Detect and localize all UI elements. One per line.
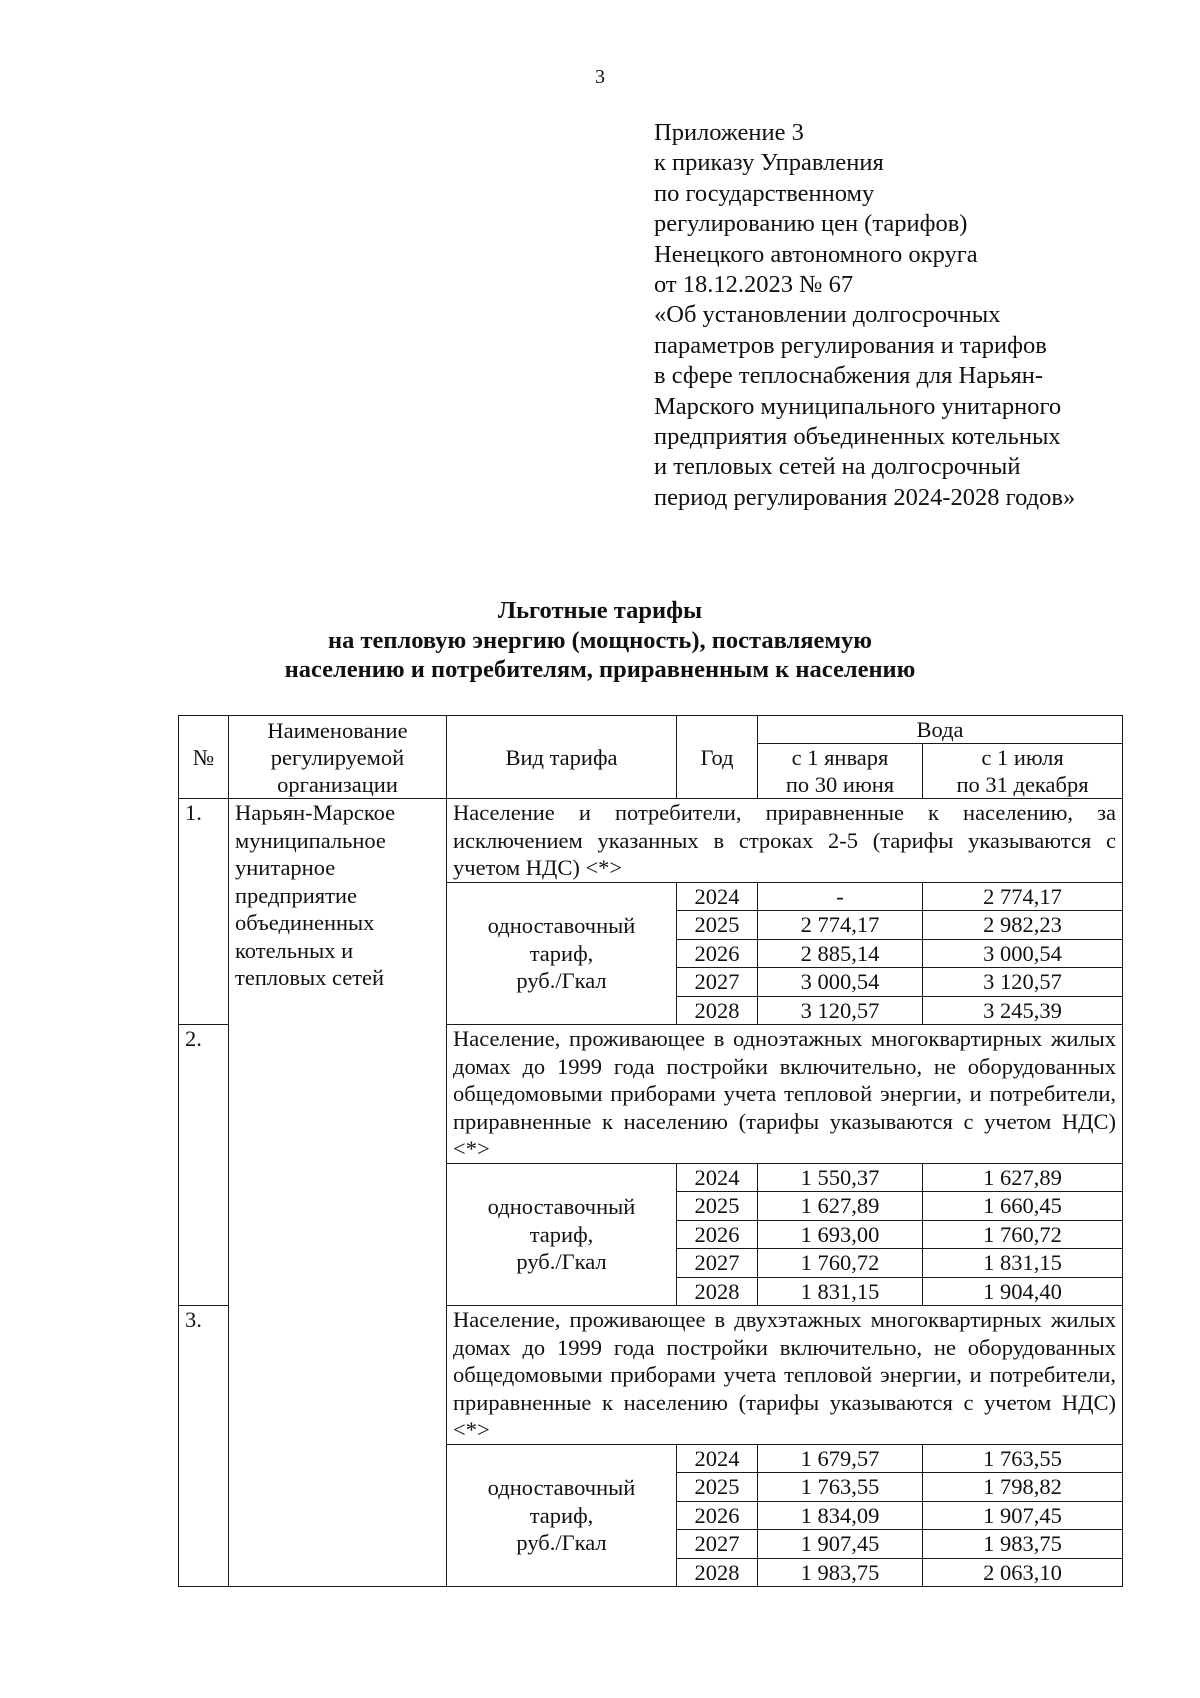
year-cell: 2024: [677, 1444, 758, 1473]
tariff-type-line: одноставочный: [487, 1194, 636, 1219]
tariff-jul-dec-cell: 1 904,40: [923, 1277, 1123, 1306]
header-organization-line: Наименование: [267, 717, 408, 743]
tariff-jul-dec-cell: 1 907,45: [923, 1501, 1123, 1530]
tariff-jul-dec-cell: 3 245,39: [923, 996, 1123, 1025]
appendix-line: от 18.12.2023 № 67: [654, 271, 854, 299]
header-year: Год: [677, 716, 758, 799]
tariff-jul-dec-cell: 1 798,82: [923, 1473, 1123, 1502]
organization-name-line: Нарьян-Марское: [235, 800, 396, 825]
organization-name: [229, 799, 447, 1587]
organization-name-line: котельных и: [235, 937, 354, 963]
year-cell: 2026: [677, 939, 758, 968]
year-cell: 2027: [677, 1249, 758, 1278]
tariff-jan-jun-cell: 1 983,75: [758, 1558, 923, 1587]
tariff-jul-dec-cell: 3 120,57: [923, 968, 1123, 997]
title-line: населению и потребителям, приравненным к населению: [284, 656, 916, 683]
section-number: 1.: [179, 799, 229, 1025]
table-header-row: [179, 716, 1123, 744]
section-description: Население, проживающее в одноэтажных многоквартирных жилых домах до 1999 года постройки включительно, не оборудованных общедомовыми приборами учета тепловой энергии, и потребители, приравненные к населению (тарифы указываются с учетом НДС) <*>: [447, 1025, 1123, 1164]
tariff-jan-jun-cell: 1 907,45: [758, 1530, 923, 1559]
section-number: 3.: [179, 1306, 229, 1587]
tariff-jan-jun-cell: 1 550,37: [758, 1163, 923, 1192]
appendix-line: предприятия объединенных котельных: [654, 423, 1061, 451]
tariff-type-cell: [447, 1444, 677, 1587]
tariff-jul-dec-cell: 2 982,23: [923, 911, 1123, 940]
year-cell: 2026: [677, 1220, 758, 1249]
tariff-jan-jun-cell: 1 763,55: [758, 1473, 923, 1502]
header-organization: [229, 716, 447, 799]
year-cell: 2025: [677, 911, 758, 940]
header-period-2: [923, 744, 1123, 799]
tariff-jul-dec-cell: 2 063,10: [923, 1558, 1123, 1587]
appendix-line: период регулирования 2024-2028 годов»: [654, 483, 1076, 511]
tariff-jul-dec-cell: 1 660,45: [923, 1192, 1123, 1221]
tariff-jan-jun-cell: 1 760,72: [758, 1249, 923, 1278]
tariff-type-line: руб./Гкал: [516, 1530, 607, 1555]
year-cell: 2025: [677, 1192, 758, 1221]
year-cell: 2027: [677, 1530, 758, 1559]
tariff-type-line: тариф,: [529, 1502, 594, 1528]
tariff-jan-jun-cell: 1 831,15: [758, 1277, 923, 1306]
appendix-block: [654, 118, 1154, 513]
tariff-jan-jun-cell: 3 000,54: [758, 968, 923, 997]
section-description: Население и потребители, приравненные к населению, за исключением указанных в строках 2-5 (тарифы указываются с учетом НДС) <*>: [447, 799, 1123, 883]
header-tariff-type: Вид тарифа: [447, 716, 677, 799]
tariff-jul-dec-cell: 1 831,15: [923, 1249, 1123, 1278]
year-cell: 2026: [677, 1501, 758, 1530]
tariff-jul-dec-cell: 2 774,17: [923, 882, 1123, 911]
tariff-type-line: руб./Гкал: [516, 1249, 607, 1274]
header-period-2-line: с 1 июля: [981, 745, 1064, 770]
year-cell: 2028: [677, 1558, 758, 1587]
appendix-line: и тепловых сетей на долгосрочный: [654, 453, 1021, 481]
organization-name-line: предприятие: [235, 882, 357, 908]
organization-name-line: муниципальное: [235, 827, 386, 853]
tariff-jul-dec-cell: 3 000,54: [923, 939, 1123, 968]
tariff-jan-jun-cell: 1 693,00: [758, 1220, 923, 1249]
appendix-line: «Об установлении долгосрочных: [654, 301, 1001, 329]
header-organization-line: организации: [277, 771, 398, 797]
tariff-jan-jun-cell: -: [758, 882, 923, 911]
organization-name-line: объединенных: [235, 910, 375, 935]
appendix-line: регулированию цен (тарифов): [654, 210, 968, 238]
organization-name-line: тепловых сетей: [235, 965, 385, 990]
tariff-jul-dec-cell: 1 760,72: [923, 1220, 1123, 1249]
section-description-row: [179, 799, 1123, 883]
tariff-jan-jun-cell: 2 885,14: [758, 939, 923, 968]
section-number: 2.: [179, 1025, 229, 1306]
appendix-line: к приказу Управления: [654, 149, 884, 177]
header-period-1: [758, 744, 923, 799]
year-cell: 2024: [677, 1163, 758, 1192]
tariff-jan-jun-cell: 3 120,57: [758, 996, 923, 1025]
appendix-line: параметров регулирования и тарифов: [654, 331, 1047, 359]
document-title: [0, 596, 1200, 685]
tariff-type-line: одноставочный: [487, 1475, 636, 1500]
tariff-jul-dec-cell: 1 627,89: [923, 1163, 1123, 1192]
header-period-2-line: по 31 декабря: [956, 772, 1089, 797]
tariffs-table: [178, 715, 1123, 1587]
appendix-line: Ненецкого автономного округа: [654, 240, 978, 268]
header-num: №: [179, 716, 229, 799]
tariff-type-cell: [447, 1163, 677, 1306]
tariffs-table-body: [179, 716, 1123, 1587]
tariff-jan-jun-cell: 2 774,17: [758, 911, 923, 940]
year-cell: 2028: [677, 996, 758, 1025]
header-period-1-line: по 30 июня: [785, 772, 895, 797]
tariff-jul-dec-cell: 1 763,55: [923, 1444, 1123, 1473]
year-cell: 2027: [677, 968, 758, 997]
tariff-jan-jun-cell: 1 627,89: [758, 1192, 923, 1221]
tariff-jul-dec-cell: 1 983,75: [923, 1530, 1123, 1559]
appendix-line: Марского муниципального унитарного: [654, 392, 1062, 420]
appendix-line: в сфере теплоснабжения для Нарьян-: [654, 362, 1044, 390]
appendix-line: по государственному: [654, 179, 875, 207]
tariff-type-line: тариф,: [529, 1221, 594, 1247]
tariff-type-cell: [447, 882, 677, 1025]
organization-name-line: унитарное: [235, 855, 336, 880]
year-cell: 2025: [677, 1473, 758, 1502]
page-number: 3: [595, 66, 605, 88]
section-description: Население, проживающее в двухэтажных многоквартирных жилых домах до 1999 года постройки включительно, не оборудованных общедомовыми приборами учета тепловой энергии, и потребители, приравненные к населению (тарифы указываются с учетом НДС) <*>: [447, 1306, 1123, 1445]
header-period-1-line: с 1 января: [791, 745, 889, 770]
year-cell: 2028: [677, 1277, 758, 1306]
tariff-type-line: руб./Гкал: [516, 968, 607, 993]
tariff-jan-jun-cell: 1 834,09: [758, 1501, 923, 1530]
header-organization-line: регулируемой: [270, 744, 405, 770]
tariff-jan-jun-cell: 1 679,57: [758, 1444, 923, 1473]
header-water: Вода: [758, 716, 1123, 744]
tariff-type-line: тариф,: [529, 940, 594, 966]
title-line: на тепловую энергию (мощность), поставляемую: [327, 626, 873, 654]
appendix-line: Приложение 3: [654, 119, 804, 146]
year-cell: 2024: [677, 882, 758, 911]
title-line: Льготные тарифы: [497, 597, 703, 624]
tariff-type-line: одноставочный: [487, 913, 636, 938]
